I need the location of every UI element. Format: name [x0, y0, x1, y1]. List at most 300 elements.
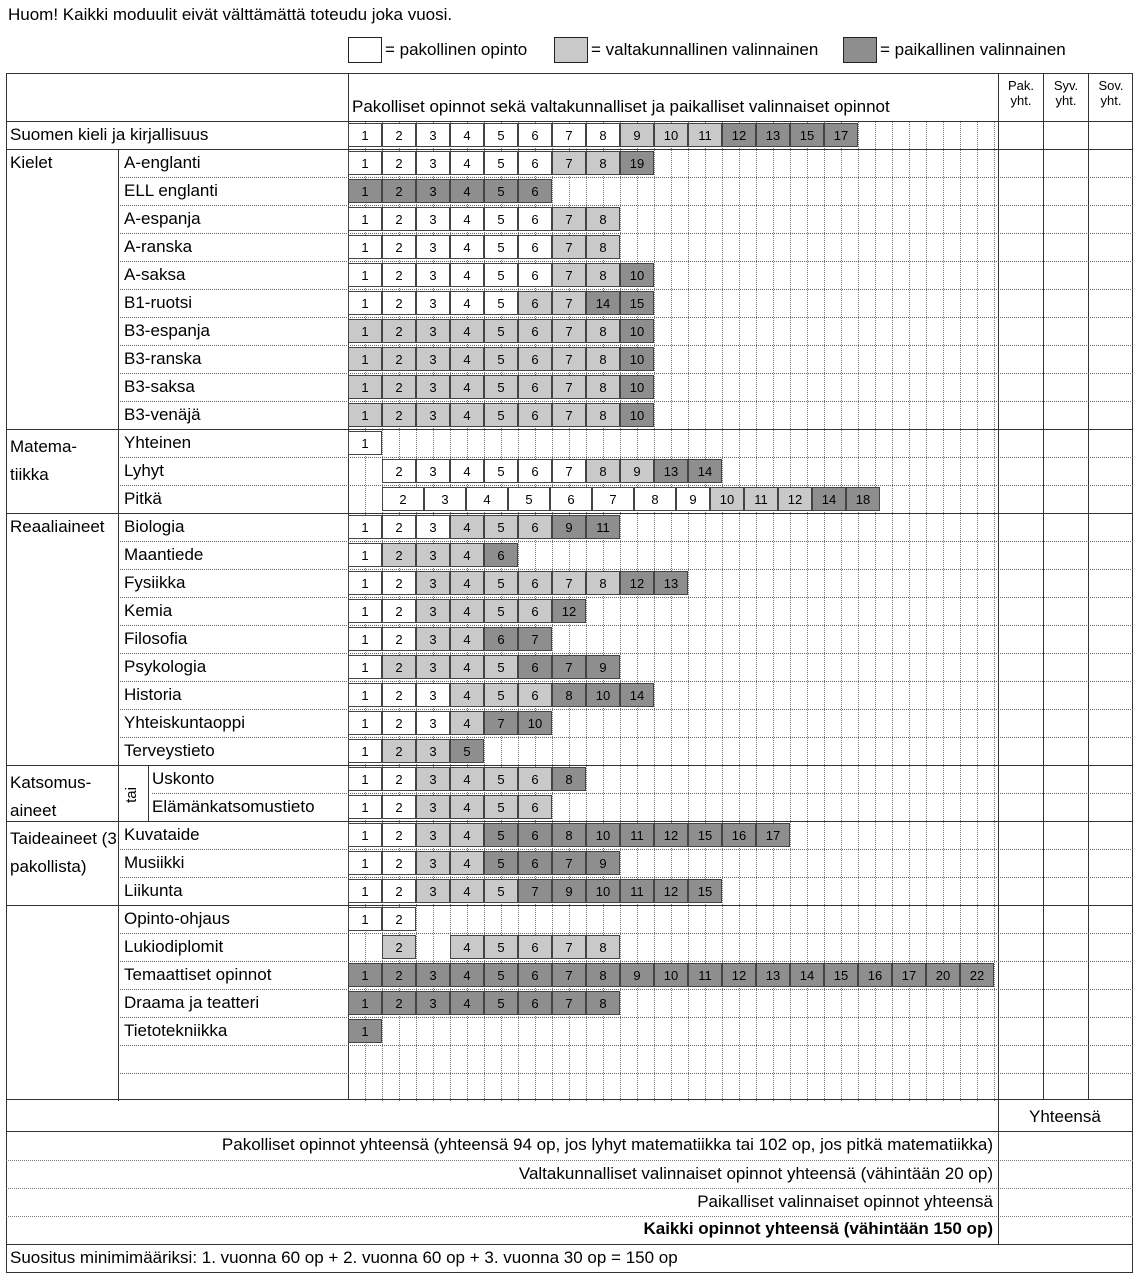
subject-name: Lukiodiplomit: [124, 937, 224, 956]
subject-name: Maantiede: [124, 545, 204, 564]
module-cell: 5: [484, 235, 518, 259]
module-cell: 12: [654, 823, 688, 847]
module-cell: 7: [552, 851, 586, 875]
module-cell: 6: [518, 263, 552, 287]
subject-name: A-saksa: [124, 265, 186, 284]
subject-name: Lyhyt: [124, 461, 165, 480]
module-cell: 9: [552, 515, 586, 539]
module-cell: 12: [654, 879, 688, 903]
module-cell: 6: [518, 935, 552, 959]
module-cell: 17: [756, 823, 790, 847]
module-cell: 6: [518, 795, 552, 819]
module-cell: 6: [518, 991, 552, 1015]
row-line: [6, 149, 1133, 150]
module-cell: 8: [586, 123, 620, 147]
module-cell: 7: [552, 207, 586, 231]
module-cell: 3: [416, 795, 450, 819]
module-cell: 6: [518, 123, 552, 147]
module-cell: 8: [586, 347, 620, 371]
module-cell: 14: [620, 683, 654, 707]
module-cell: 2: [382, 907, 416, 931]
module-cell: 4: [450, 263, 484, 287]
grid-line: [926, 121, 927, 1101]
subject-name: B3-venäjä: [124, 405, 201, 424]
module-cell: 8: [634, 487, 676, 511]
module-cell: 5: [484, 991, 518, 1015]
module-cell: 2: [382, 403, 416, 427]
module-cell: 7: [552, 963, 586, 987]
module-cell: 12: [722, 123, 756, 147]
subject-name: Terveystieto: [124, 741, 215, 760]
subject-name: Pitkä: [124, 489, 162, 508]
module-cell: 8: [552, 767, 586, 791]
module-cell: 7: [552, 319, 586, 343]
module-cell: 1: [348, 795, 382, 819]
module-cell: 4: [450, 571, 484, 595]
module-cell: 5: [484, 655, 518, 679]
module-cell: 5: [484, 347, 518, 371]
module-cell: 3: [416, 235, 450, 259]
module-cell: 8: [586, 935, 620, 959]
module-cell: 1: [348, 571, 382, 595]
module-cell: 9: [552, 879, 586, 903]
module-cell: 3: [416, 739, 450, 763]
module-cell: 17: [892, 963, 926, 987]
legend-box-valtakunnallinen: [554, 37, 588, 63]
module-cell: 4: [450, 515, 484, 539]
subject-name: Kuvataide: [124, 825, 200, 844]
module-cell: 7: [484, 711, 518, 735]
module-cell: 4: [450, 795, 484, 819]
module-cell: 4: [450, 347, 484, 371]
grid-line: [994, 121, 995, 1101]
grid-line: [790, 121, 791, 1101]
module-cell: 3: [416, 991, 450, 1015]
module-cell: 7: [552, 571, 586, 595]
subject-name: Musiikki: [124, 853, 185, 872]
module-cell: 6: [518, 291, 552, 315]
subject-name: Fysiikka: [124, 573, 186, 592]
tai-label: tai: [122, 787, 140, 803]
row-line: [152, 793, 1133, 794]
subject-name: Uskonto: [152, 769, 215, 788]
module-cell: 5: [484, 879, 518, 903]
module-cell: 1: [348, 151, 382, 175]
row-line: [118, 233, 1133, 234]
module-cell: 1: [348, 767, 382, 791]
module-cell: 4: [450, 123, 484, 147]
module-cell: 5: [484, 823, 518, 847]
module-cell: 8: [586, 459, 620, 483]
totals-yhteensa: Yhteensä: [1029, 1107, 1101, 1126]
row-line: [118, 541, 1133, 542]
module-cell: 3: [416, 375, 450, 399]
header-main: Pakolliset opinnot sekä valtakunnalliset ja paikalliset valinnaiset opinnot: [352, 97, 890, 116]
subject-name: ELL englanti: [124, 181, 218, 200]
module-cell: 7: [552, 123, 586, 147]
module-cell: 10: [620, 375, 654, 399]
module-cell: 8: [586, 235, 620, 259]
grid-line: [824, 121, 825, 1101]
group-katsomusaineet: Katsomus-aineet: [10, 773, 92, 820]
legend-label-valtakunnallinen: = valtakunnallinen valinnainen: [591, 40, 819, 59]
module-cell: 10: [586, 879, 620, 903]
grid-line: [807, 121, 808, 1101]
grid-line: [875, 121, 876, 1101]
module-cell: 14: [790, 963, 824, 987]
row-line: [118, 401, 1133, 402]
module-cell: 14: [812, 487, 846, 511]
module-cell: 1: [348, 963, 382, 987]
module-cell: 6: [518, 571, 552, 595]
header-sov-yht: Sov. yht.: [1098, 78, 1124, 108]
module-cell: 1: [348, 907, 382, 931]
row-line: [118, 625, 1133, 626]
module-cell: 2: [382, 235, 416, 259]
module-cell: 3: [416, 403, 450, 427]
row-line: [118, 877, 1133, 878]
module-cell: 15: [824, 963, 858, 987]
module-cell: 7: [552, 403, 586, 427]
tai-divider: [148, 765, 149, 821]
module-cell: 2: [382, 263, 416, 287]
module-cell: 2: [382, 655, 416, 679]
module-cell: 3: [416, 207, 450, 231]
module-cell: 2: [382, 319, 416, 343]
group-kielet: Kielet: [10, 153, 53, 172]
module-cell: 11: [688, 123, 722, 147]
module-cell: 1: [348, 739, 382, 763]
module-cell: 7: [552, 151, 586, 175]
module-cell: 7: [518, 627, 552, 651]
module-cell: 14: [688, 459, 722, 483]
module-cell: 5: [484, 319, 518, 343]
module-cell: 5: [484, 291, 518, 315]
module-cell: 6: [518, 515, 552, 539]
module-cell: 2: [382, 291, 416, 315]
module-cell: 6: [518, 347, 552, 371]
grid-line: [960, 121, 961, 1101]
module-cell: 14: [586, 291, 620, 315]
module-cell: 19: [620, 151, 654, 175]
grid-line: [892, 121, 893, 1101]
module-cell: 13: [756, 123, 790, 147]
study-plan-table: [6, 73, 1133, 1273]
module-cell: 11: [688, 963, 722, 987]
module-cell: 10: [654, 123, 688, 147]
row-line: [118, 989, 1133, 990]
module-cell: 4: [450, 851, 484, 875]
legend-label-pakollinen: = pakollinen opinto: [385, 40, 528, 59]
module-cell: 1: [348, 123, 382, 147]
subject-name: Elämänkatsomustieto: [152, 797, 315, 816]
module-cell: 8: [586, 403, 620, 427]
subject-name: Opinto-ohjaus: [124, 909, 230, 928]
module-cell: 2: [382, 711, 416, 735]
module-cell: 4: [450, 459, 484, 483]
row-line: [118, 709, 1133, 710]
module-cell: 9: [620, 459, 654, 483]
module-cell: 7: [552, 263, 586, 287]
row-line: [118, 681, 1133, 682]
module-cell: 2: [382, 935, 416, 959]
subject-name: Biologia: [124, 517, 185, 536]
module-cell: 8: [552, 683, 586, 707]
module-cell: 2: [382, 627, 416, 651]
module-cell: 8: [586, 375, 620, 399]
totals-pakolliset: Pakolliset opinnot yhteensä (yhteensä 94 op, jos lyhyt matematiikka tai 102 op, jos pitkä matematiikka): [221, 1135, 993, 1154]
module-cell: 2: [382, 151, 416, 175]
module-cell: 3: [416, 291, 450, 315]
group-suomi: Suomen kieli ja kirjallisuus: [10, 125, 209, 144]
module-cell: 1: [348, 431, 382, 455]
module-cell: 20: [926, 963, 960, 987]
subject-name: Temaattiset opinnot: [124, 965, 272, 984]
module-cell: 22: [960, 963, 994, 987]
module-cell: 1: [348, 655, 382, 679]
module-cell: 5: [484, 207, 518, 231]
row-line: [118, 289, 1133, 290]
subject-name: Yhteinen: [124, 433, 192, 452]
module-cell: 10: [620, 347, 654, 371]
legend: [348, 37, 1128, 64]
module-cell: 4: [466, 487, 508, 511]
module-cell: 3: [416, 767, 450, 791]
module-cell: 2: [382, 515, 416, 539]
module-cell: 5: [484, 935, 518, 959]
module-cell: 3: [416, 319, 450, 343]
row-line: [118, 457, 1133, 458]
row-line: [118, 737, 1133, 738]
subject-name: Historia: [124, 685, 182, 704]
module-cell: 4: [450, 627, 484, 651]
row-line: [6, 513, 1133, 514]
module-cell: 15: [688, 823, 722, 847]
module-cell: 2: [382, 375, 416, 399]
module-cell: 3: [416, 851, 450, 875]
module-cell: 5: [484, 179, 518, 203]
row-line: [6, 821, 1133, 822]
module-cell: 12: [722, 963, 756, 987]
module-cell: 7: [592, 487, 634, 511]
module-cell: 5: [484, 571, 518, 595]
module-cell: 2: [382, 347, 416, 371]
module-cell: 1: [348, 543, 382, 567]
module-cell: 5: [484, 683, 518, 707]
module-cell: 1: [348, 291, 382, 315]
module-cell: 15: [688, 879, 722, 903]
row-line: [118, 849, 1133, 850]
module-cell: 4: [450, 543, 484, 567]
module-cell: 11: [744, 487, 778, 511]
module-cell: 5: [484, 795, 518, 819]
module-cell: 3: [416, 347, 450, 371]
module-cell: 6: [484, 543, 518, 567]
module-cell: 5: [484, 403, 518, 427]
module-cell: 2: [382, 963, 416, 987]
module-cell: 7: [552, 291, 586, 315]
module-cell: 5: [450, 739, 484, 763]
module-cell: 11: [620, 879, 654, 903]
module-cell: 2: [382, 207, 416, 231]
module-cell: 5: [484, 599, 518, 623]
module-cell: 1: [348, 683, 382, 707]
grid-line: [756, 121, 757, 1101]
module-cell: 1: [348, 1019, 382, 1043]
row-line: [6, 121, 1133, 122]
module-cell: 7: [552, 375, 586, 399]
module-cell: 7: [552, 935, 586, 959]
module-cell: 3: [416, 627, 450, 651]
legend-box-paikallinen: [843, 37, 877, 63]
module-cell: 6: [550, 487, 592, 511]
module-cell: 10: [586, 683, 620, 707]
module-cell: 11: [620, 823, 654, 847]
module-cell: 6: [518, 375, 552, 399]
module-cell: 9: [586, 851, 620, 875]
module-cell: 3: [416, 823, 450, 847]
module-cell: 1: [348, 235, 382, 259]
module-cell: 9: [586, 655, 620, 679]
module-cell: 8: [552, 823, 586, 847]
subject-name: A-espanja: [124, 209, 201, 228]
subject-name: B1-ruotsi: [124, 293, 193, 312]
module-cell: 8: [586, 991, 620, 1015]
module-cell: 7: [552, 347, 586, 371]
module-cell: 7: [518, 879, 552, 903]
module-cell: 3: [424, 487, 466, 511]
module-cell: 3: [416, 879, 450, 903]
module-cell: 4: [450, 207, 484, 231]
module-cell: 11: [586, 515, 620, 539]
module-cell: 2: [382, 879, 416, 903]
module-cell: 10: [620, 403, 654, 427]
module-cell: 13: [756, 963, 790, 987]
suositus-text: Suositus minimimääriksi: 1. vuonna 60 op + 2. vuonna 60 op + 3. vuonna 30 op = 150 op: [10, 1248, 678, 1267]
module-cell: 1: [348, 599, 382, 623]
module-cell: 16: [858, 963, 892, 987]
module-cell: 5: [484, 151, 518, 175]
module-cell: 6: [484, 627, 518, 651]
module-cell: 6: [518, 459, 552, 483]
module-cell: 2: [382, 599, 416, 623]
module-cell: 6: [518, 851, 552, 875]
module-cell: 10: [620, 263, 654, 287]
row-line: [6, 429, 1133, 430]
module-cell: 1: [348, 179, 382, 203]
module-cell: 2: [382, 487, 424, 511]
module-cell: 5: [508, 487, 550, 511]
subject-name: B3-ranska: [124, 349, 202, 368]
module-cell: 6: [518, 963, 552, 987]
module-cell: 2: [382, 767, 416, 791]
module-cell: 4: [450, 683, 484, 707]
grid-line: [858, 121, 859, 1101]
subject-name: Liikunta: [124, 881, 183, 900]
group-divider: [118, 149, 119, 1101]
module-cell: 10: [620, 319, 654, 343]
grid-line: [688, 121, 689, 1101]
module-cell: 3: [416, 655, 450, 679]
module-cell: 5: [484, 123, 518, 147]
module-cell: 12: [552, 599, 586, 623]
module-cell: 6: [518, 403, 552, 427]
module-cell: 8: [586, 151, 620, 175]
module-cell: 5: [484, 375, 518, 399]
row-line: [118, 1017, 1133, 1018]
subject-name: Kemia: [124, 601, 173, 620]
row-line: [118, 177, 1133, 178]
module-cell: 13: [654, 459, 688, 483]
module-cell: 8: [586, 963, 620, 987]
subject-name: Draama ja teatteri: [124, 993, 260, 1012]
subject-name: Tietotekniikka: [124, 1021, 228, 1040]
module-cell: 4: [450, 767, 484, 791]
module-cell: 6: [518, 207, 552, 231]
row-line: [6, 765, 1133, 766]
subject-name: B3-espanja: [124, 321, 211, 340]
subject-name: Filosofia: [124, 629, 188, 648]
module-cell: 17: [824, 123, 858, 147]
module-cell: 6: [518, 235, 552, 259]
module-cell: 1: [348, 851, 382, 875]
module-cell: 2: [382, 543, 416, 567]
row-line: [118, 317, 1133, 318]
module-cell: 3: [416, 263, 450, 287]
module-cell: 1: [348, 347, 382, 371]
row-line: [118, 597, 1133, 598]
module-cell: 12: [620, 571, 654, 595]
module-cell: 2: [382, 123, 416, 147]
header-syv-yht: Syv. yht.: [1053, 78, 1079, 108]
legend-box-pakollinen: [348, 37, 382, 63]
module-cell: 10: [710, 487, 744, 511]
header-pak-yht: Pak. yht.: [1007, 78, 1034, 108]
module-cell: 6: [518, 319, 552, 343]
module-cell: 3: [416, 711, 450, 735]
subject-name: B3-saksa: [124, 377, 195, 396]
module-cell: 2: [382, 823, 416, 847]
module-cell: 1: [348, 991, 382, 1015]
row-line: [118, 653, 1133, 654]
subject-name: Psykologia: [124, 657, 207, 676]
module-cell: 2: [382, 851, 416, 875]
module-cell: 4: [450, 375, 484, 399]
row-line: [118, 933, 1133, 934]
module-cell: 4: [450, 879, 484, 903]
module-cell: 4: [450, 935, 484, 959]
module-cell: 9: [620, 963, 654, 987]
module-cell: 15: [620, 291, 654, 315]
module-cell: 1: [348, 515, 382, 539]
module-cell: 1: [348, 879, 382, 903]
module-cell: 4: [450, 151, 484, 175]
module-cell: 7: [552, 991, 586, 1015]
module-cell: 4: [450, 599, 484, 623]
module-cell: 2: [382, 739, 416, 763]
row-line: [6, 905, 1133, 906]
module-cell: 4: [450, 655, 484, 679]
module-cell: 2: [382, 179, 416, 203]
module-cell: 1: [348, 263, 382, 287]
subject-name: A-englanti: [124, 153, 201, 172]
module-cell: 3: [416, 515, 450, 539]
module-cell: 4: [450, 963, 484, 987]
module-cell: 6: [518, 655, 552, 679]
grid-line: [739, 121, 740, 1101]
grid-line: [977, 121, 978, 1101]
module-cell: 3: [416, 543, 450, 567]
